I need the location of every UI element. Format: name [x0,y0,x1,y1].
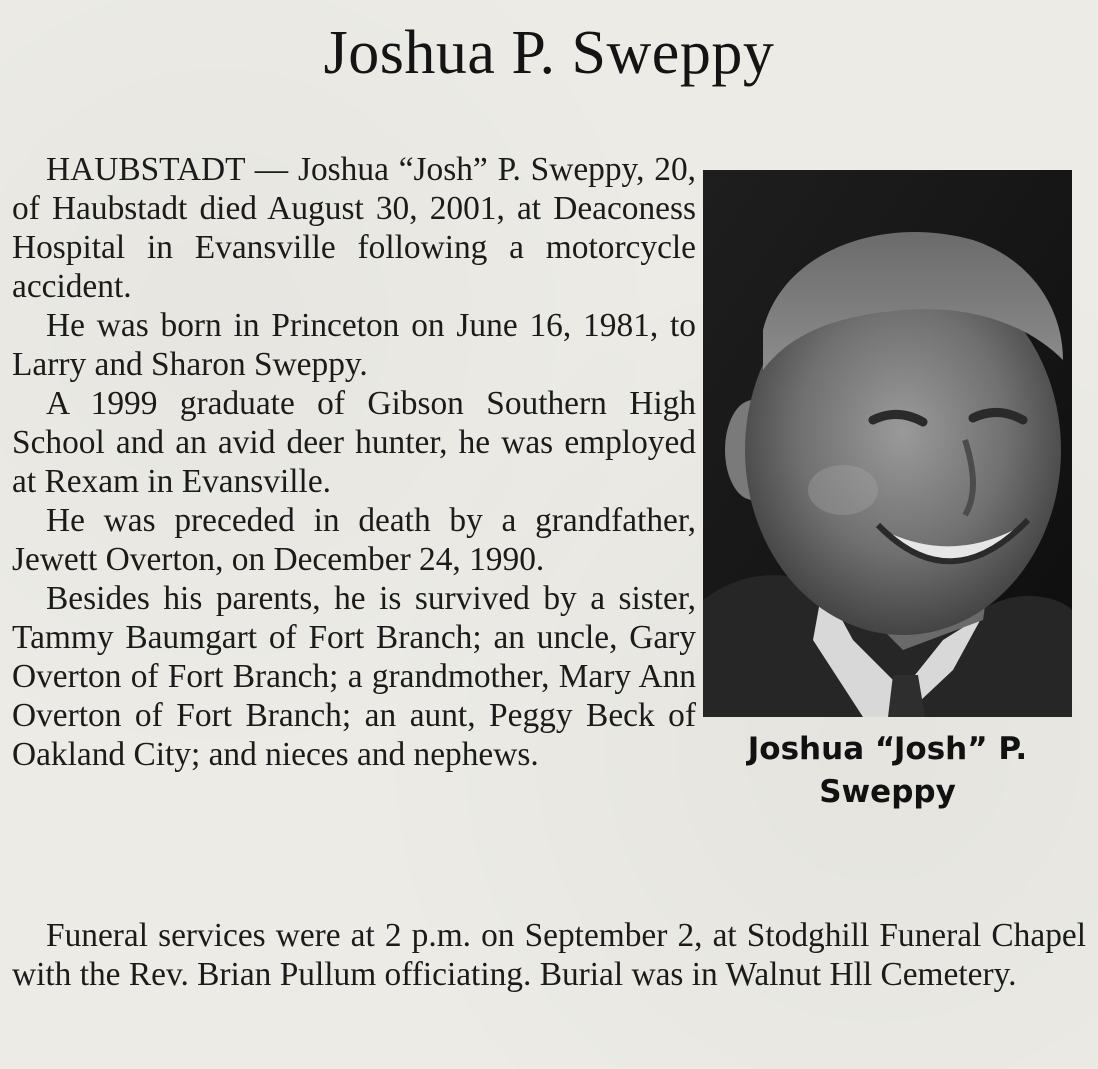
portrait-photo [703,170,1072,717]
photo-caption-line-1: Joshua “Josh” P. [747,731,1028,767]
paragraph-survivors: Besides his parents, he is survived by a sister, Tammy Baumgart of Fort Branch; an uncle, Gary Overton of Fort Branch; a grandmother, Mary Ann Overton of Fort Branch; an aunt, Peggy Beck of Oakland City; and nieces and nephews. [12,580,696,773]
paragraph-funeral: Funeral services were at 2 p.m. on September 2, at Stodghill Funeral Chapel with the Rev. Brian Pullum officiating. Burial was in Walnut Hll Cemetery. [12,917,1086,993]
funeral-section [12,916,1086,994]
obituary-body [12,150,696,774]
paragraph-education-employment: A 1999 graduate of Gibson Southern High School and an avid deer hunter, he was employed at Rexam in Evansville. [12,385,696,500]
photo-caption-line-2: Sweppy [819,774,956,810]
paragraph-death-notice: HAUBSTADT — Joshua “Josh” P. Sweppy, 20, of Haubstadt died August 30, 2001, at Deaconess Hospital in Evansville following a motorcycle accident. [12,151,696,305]
paragraph-preceded-in-death: He was preceded in death by a grandfather, Jewett Overton, on December 24, 1990. [12,502,696,578]
photo-caption [703,728,1072,814]
paragraph-birth: He was born in Princeton on June 16, 1981, to Larry and Sharon Sweppy. [12,307,696,383]
obituary-headline: Joshua P. Sweppy [323,19,775,87]
